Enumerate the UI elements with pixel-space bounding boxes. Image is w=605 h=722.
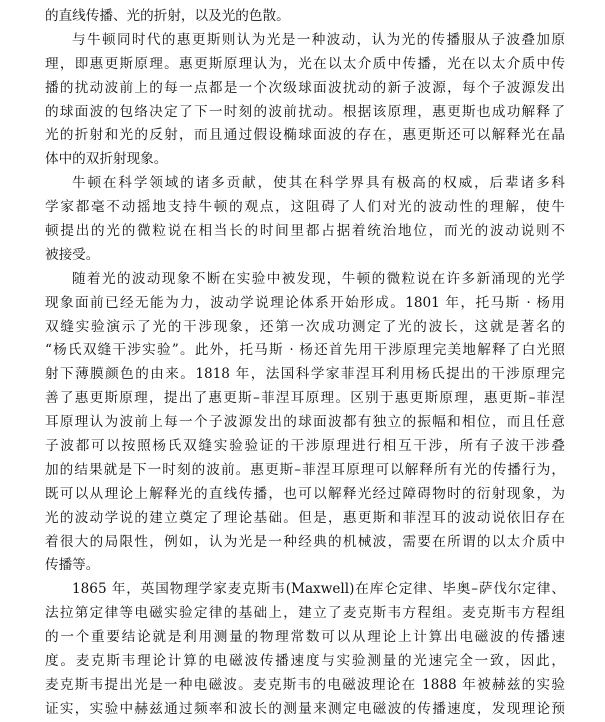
text-line: 被接受。 [45, 246, 100, 263]
text-line: “杨氏双缝干涉实验”。此外，托马斯 · 杨还首先用干涉原理完美地解释了白光照 [45, 342, 565, 359]
text-line: 顿提出的光的微粒说在相当长的时间里都占据着统治地位，而光的波动说则不 [45, 223, 565, 240]
text-line: 光的折射和光的反射，而且通过假设椭球面波的存在，惠更斯还可以解释光在晶 [45, 127, 565, 144]
text-line: 传播等。 [45, 557, 100, 574]
text-line: 子波都可以按照杨氏双缝实验验证的干涉原理进行相互干涉，所有子波干涉叠 [45, 438, 565, 455]
paragraph [45, 5, 565, 29]
text-line: 证实，实验中赫兹通过频率和波长的测量来测定电磁波的传播速度，发现理论预 [45, 700, 565, 717]
paragraph [45, 268, 565, 579]
text-line: 随着光的波动现象不断在实验中被发现，牛顿的微粒说在许多新涌现的光学 [72, 270, 565, 287]
text-line: 与牛顿同时代的惠更斯则认为光是一种波动，认为光的传播服从子波叠加原 [72, 31, 565, 48]
paragraph [45, 578, 565, 721]
text-line: 麦克斯韦提出光是一种电磁波。麦克斯韦的电磁波理论在 1888 年被赫兹的实验 [45, 676, 565, 693]
text-line: 体中的双折射现象。 [45, 151, 168, 168]
text-line: 牛顿在科学领域的诸多贡献，使其在科学界具有极高的权威，后辈诸多科 [72, 175, 565, 192]
text-line: 学家都毫不动摇地支持牛顿的观点，这阻碍了人们对光的波动性的理解，使牛 [45, 199, 565, 216]
text-line: 法拉第定律等电磁实验定律的基础上，建立了麦克斯韦方程组。麦克斯韦方程组 [45, 605, 565, 622]
paragraph [45, 29, 565, 172]
text-line: 耳原理认为波前上每一个子波源发出的球面波都有独立的振幅和相位，而且任意 [45, 414, 565, 431]
text-line: 着很大的局限性，例如，认为光是一种经典的机械波，需要在所谓的以太介质中 [45, 533, 565, 550]
text-line: 播的扰动波前上的每一点都是一个次级球面波扰动的新子波源，每个子波源发出 [45, 79, 565, 96]
text-line: 理，即惠更斯原理。惠更斯原理认为，光在以太介质中传播，光在以太介质中传 [45, 55, 565, 72]
text-line: 现象面前已经无能为力，波动学说理论体系开始形成。1801 年，托马斯 · 杨用 [45, 294, 565, 311]
text-line: 射下薄膜颜色的由来。1818 年，法国科学家菲涅耳利用杨氏提出的干涉原理完 [45, 366, 565, 383]
text-line: 加的结果就是下一时刻的波前。惠更斯–菲涅耳原理可以解释所有光的传播行为， [45, 461, 565, 478]
text-line: 善了惠更斯原理，提出了惠更斯–菲涅耳原理。区别于惠更斯原理，惠更斯–菲涅 [45, 390, 565, 407]
text-line: 度。麦克斯韦理论计算的电磁波传播速度与实验测量的光速完全一致，因此， [45, 653, 565, 670]
paragraph [45, 172, 565, 268]
text-line: 的直线传播、光的折射，以及光的色散。 [45, 8, 290, 24]
text-line: 既可以从理论上解释光的直线传播，也可以解释光经过障碍物时的衍射现象，为 [45, 485, 565, 502]
body-text [45, 5, 565, 722]
text-line: 1865 年，英国物理学家麦克斯韦(Maxwell)在库仑定律、毕奥–萨伐尔定律、 [72, 581, 565, 598]
text-line: 的一个重要结论就是利用测量的物理常数可以从理论上计算出电磁波的传播速 [45, 629, 565, 646]
text-line: 光的波动学说的建立奠定了理论基础。但是，惠更斯和菲涅耳的波动说依旧存在 [45, 509, 565, 526]
text-line: 的球面波的包络决定了下一时刻的波前扰动。根据该原理，惠更斯也成功解释了 [45, 103, 565, 120]
text-line: 双缝实验演示了光的干涉现象，还第一次成功测定了光的波长，这就是著名的 [45, 318, 565, 335]
